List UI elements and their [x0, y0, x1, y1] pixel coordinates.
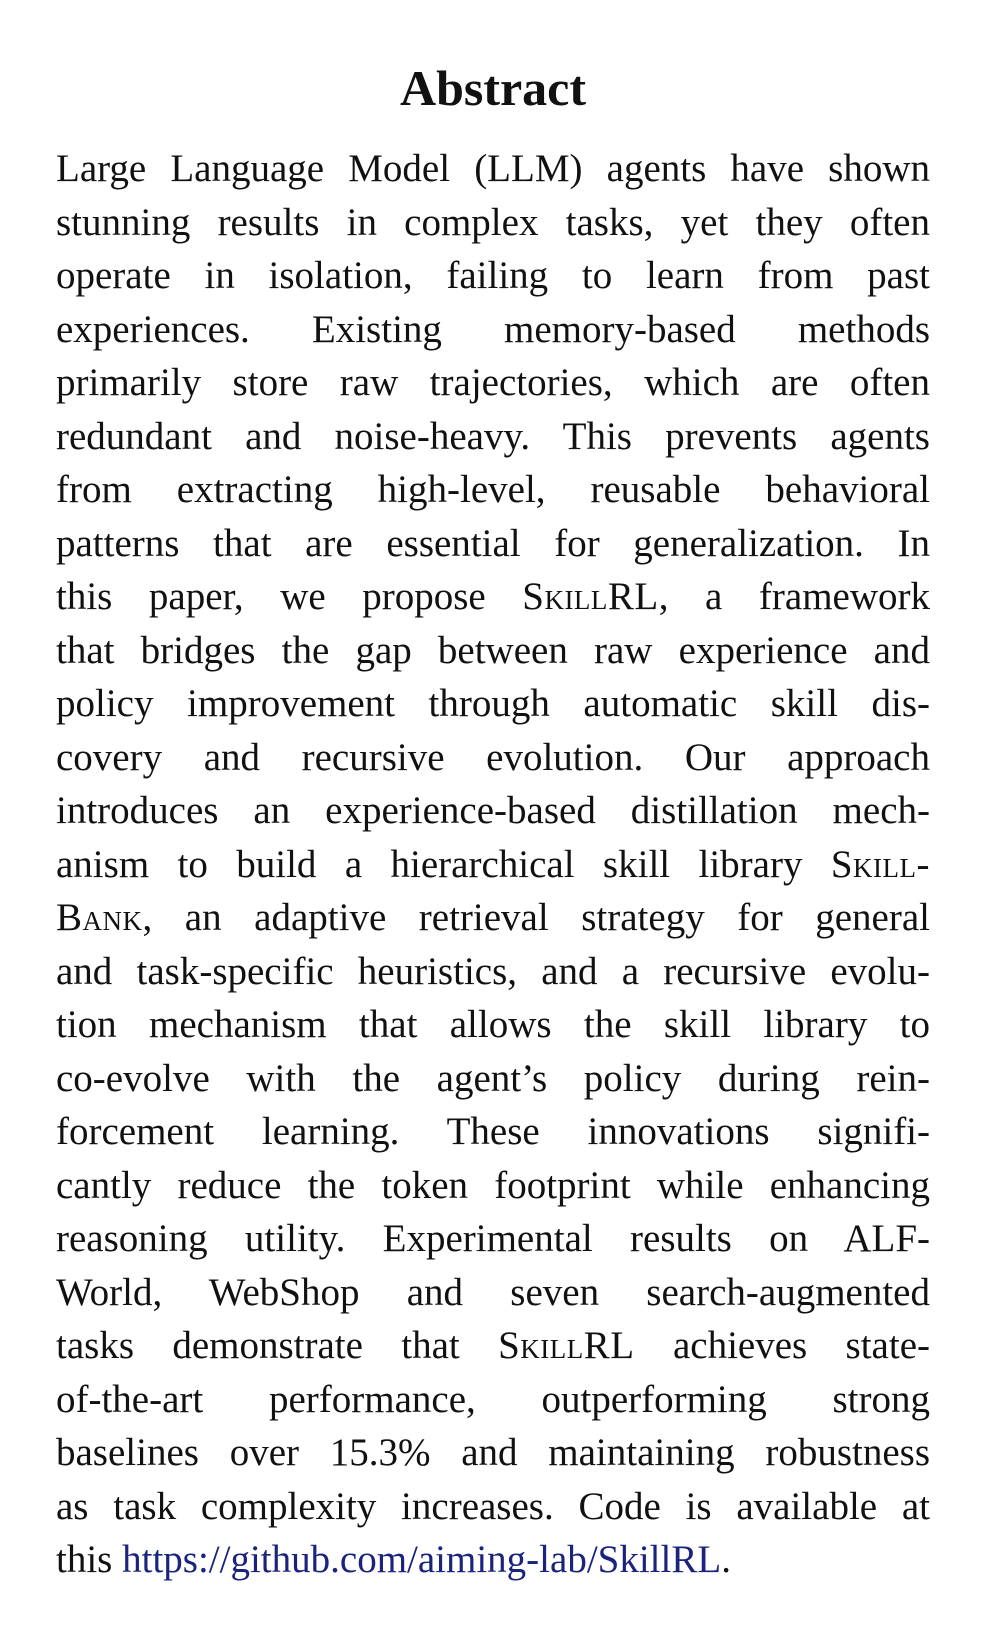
- abstract-line: [56, 303, 930, 357]
- abstract-line: [56, 570, 930, 624]
- abstract-line: [56, 463, 930, 517]
- text-run: stunning results in complex tasks, yet they often: [56, 200, 930, 244]
- code-link[interactable]: https://github.com/aiming-lab/SkillRL: [122, 1538, 722, 1581]
- method-name: SkillRL: [522, 575, 659, 618]
- abstract-line: [56, 196, 930, 250]
- text-run: redundant and noise-heavy. This prevents agents: [56, 414, 930, 458]
- abstract-line: [56, 731, 930, 785]
- text-run: tasks demonstrate that: [56, 1324, 499, 1367]
- text-run: cantly reduce the token footprint while enhancing: [56, 1163, 930, 1207]
- text-run: baselines over 15.3% and maintaining robustness: [56, 1431, 930, 1474]
- abstract-line: [56, 1105, 930, 1159]
- text-run: that bridges the gap between raw experience and: [56, 628, 930, 672]
- abstract-line: [56, 1533, 930, 1587]
- text-run: , a framework: [658, 575, 930, 618]
- text-run: as task complexity increases. Code is available at: [56, 1484, 930, 1528]
- text-run: operate in isolation, failing to learn from past: [56, 254, 930, 297]
- abstract-line: [56, 998, 930, 1052]
- abstract-line: [56, 410, 930, 464]
- abstract-line: [56, 356, 930, 410]
- text-run: from extracting high-level, reusable behavioral: [56, 468, 930, 511]
- text-run: and task-specific heuristics, and a recursive evolu-: [56, 949, 930, 993]
- text-run: .: [721, 1538, 731, 1581]
- abstract-line: [56, 1266, 930, 1320]
- abstract-line: [56, 945, 930, 999]
- abstract-line: [56, 1212, 930, 1266]
- text-run: this: [56, 1538, 123, 1581]
- abstract-line: [56, 1159, 930, 1213]
- method-name: SkillRL: [498, 1324, 635, 1367]
- text-run: experiences. Existing memory-based methods: [56, 307, 930, 351]
- abstract-line: [56, 1480, 930, 1534]
- text-run: achieves state-: [634, 1324, 930, 1367]
- text-run: introduces an experience-based distillation mech-: [56, 789, 930, 832]
- text-run: co-evolve with the agent’s policy during rein-: [56, 1056, 930, 1100]
- abstract-line: [56, 784, 930, 838]
- text-run: covery and recursive evolution. Our approach: [56, 735, 930, 779]
- abstract-line: [56, 142, 930, 196]
- abstract-line: [56, 517, 930, 571]
- text-run: , an adaptive retrieval strategy for general: [142, 896, 930, 939]
- abstract-line: [56, 1052, 930, 1106]
- text-run: primarily store raw trajectories, which are often: [56, 361, 930, 404]
- abstract-line: [56, 249, 930, 303]
- method-name: Bank: [56, 896, 143, 939]
- abstract-heading: Abstract: [399, 60, 587, 116]
- text-run: forcement learning. These innovations signifi-: [56, 1110, 930, 1153]
- abstract-line: [56, 1373, 930, 1427]
- text-run: World, WebShop and seven search-augmented: [56, 1270, 930, 1314]
- text-run: of-the-art performance, outperforming strong: [56, 1377, 930, 1421]
- abstract-line: [56, 624, 930, 678]
- method-name: Skill-: [830, 842, 930, 886]
- abstract-line: [56, 1319, 930, 1373]
- text-run: policy improvement through automatic skill dis-: [56, 682, 930, 725]
- text-run: Large Language Model (LLM) agents have shown: [56, 147, 930, 190]
- abstract-line: [56, 891, 930, 945]
- text-run: this paper, we propose: [56, 575, 523, 618]
- abstract-line: [56, 1426, 930, 1480]
- text-run: tion mechanism that allows the skill library to: [56, 1003, 930, 1046]
- text-run: patterns that are essential for generalization. In: [56, 521, 930, 565]
- text-run: reasoning utility. Experimental results on ALF-: [56, 1217, 930, 1260]
- abstract-line: [56, 838, 930, 892]
- abstract-body: [56, 142, 930, 1587]
- text-run: anism to build a hierarchical skill library: [56, 842, 831, 886]
- abstract-line: [56, 677, 930, 731]
